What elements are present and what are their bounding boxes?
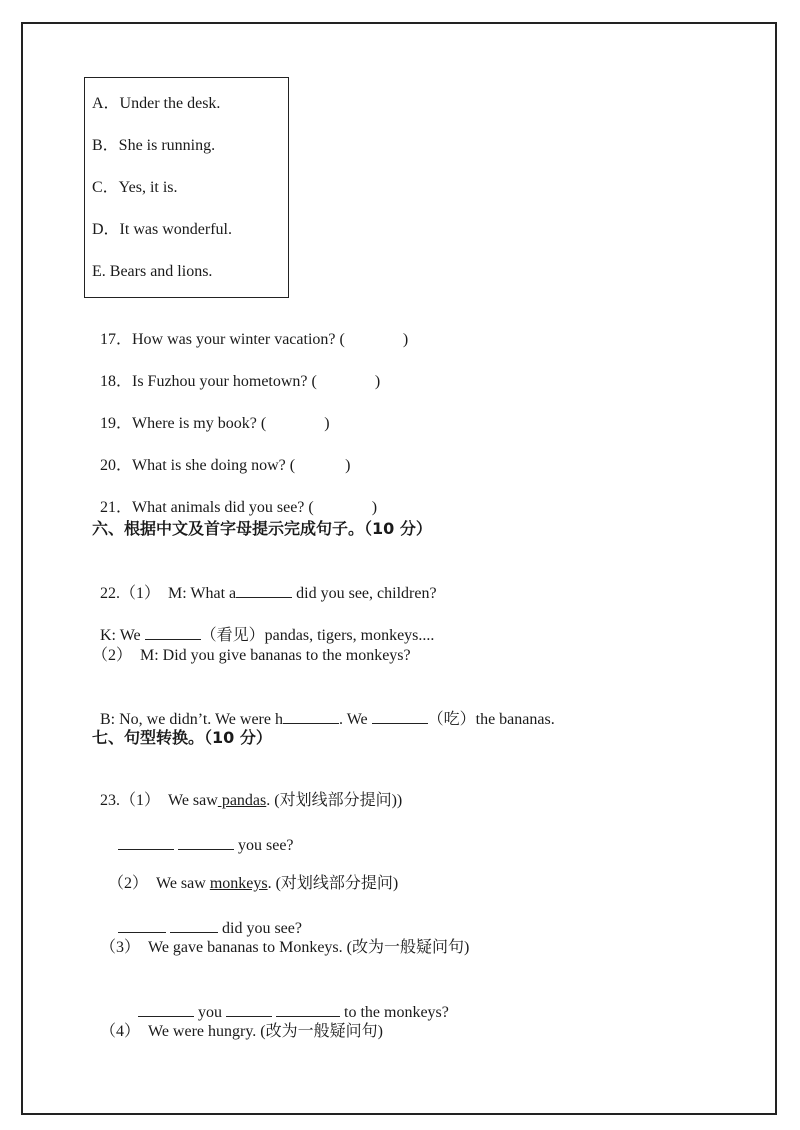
option-a: A．Under the desk.	[92, 95, 221, 112]
q23-1-suffix: . (对划线部分提问))	[266, 792, 403, 809]
question-close: )	[402, 331, 409, 348]
a1-suffix: you see?	[234, 837, 294, 854]
question-23-3: （3） We gave bananas to Monkeys. (改为一般疑问句)	[100, 939, 470, 956]
question-text: 21．What animals did you see? (	[100, 499, 314, 516]
k-prefix: K: We	[100, 627, 145, 644]
option-d: D．It was wonderful.	[92, 221, 232, 238]
a3-suffix: to the monkeys?	[340, 1004, 449, 1021]
question-22-2-answer	[92, 688, 555, 730]
b-mid: . We	[338, 711, 372, 728]
blank-field[interactable]	[118, 834, 174, 850]
question-close: )	[324, 415, 330, 432]
blank-field[interactable]	[283, 708, 339, 724]
answer-23-3	[130, 981, 449, 1023]
blank-field[interactable]	[170, 917, 218, 933]
q23-2-suffix: . (对划线部分提问)	[267, 875, 399, 892]
question-22-2: （2） M: Did you give bananas to the monkeys?	[92, 647, 411, 664]
question-23-2	[100, 854, 398, 894]
section-6-heading: 六、根据中文及首字母提示完成句子。（10 分）	[92, 519, 432, 538]
q23-2-prefix: （2） We saw	[108, 875, 210, 892]
blank-field[interactable]	[276, 1001, 340, 1017]
question-21	[92, 478, 377, 518]
section-7-heading: 七、句型转换。（10 分）	[92, 728, 272, 747]
blank-field[interactable]	[236, 582, 292, 598]
question-23-1	[92, 771, 402, 811]
option-c: C．Yes, it is.	[92, 179, 178, 196]
blank-field[interactable]	[178, 834, 234, 850]
question-23-4: （4） We were hungry. (改为一般疑问句)	[100, 1023, 383, 1040]
option-b: B．She is running.	[92, 137, 216, 154]
question-19	[92, 394, 330, 434]
q23-1-prefix: 23.（1） We saw	[100, 792, 218, 809]
blank-field[interactable]	[138, 1001, 194, 1017]
question-20	[92, 436, 350, 476]
q22-1-suffix: did you see, children?	[292, 585, 437, 602]
answer-23-2	[110, 897, 302, 939]
b-suffix: （吃）the bananas.	[427, 711, 555, 728]
question-text: 20．What is she doing now? (	[100, 457, 296, 474]
underlined-word: pandas	[217, 792, 267, 809]
blank-field[interactable]	[145, 624, 201, 640]
blank-field[interactable]	[226, 1001, 272, 1017]
question-close: )	[374, 373, 381, 390]
blank-field[interactable]	[372, 708, 428, 724]
a3-mid: you	[194, 1004, 226, 1021]
option-e: E. Bears and lions.	[92, 263, 213, 280]
question-text: 18．Is Fuzhou your hometown? (	[100, 373, 317, 390]
q22-1-prefix: 22.（1） M: What a	[100, 585, 237, 602]
k-suffix: （看见）pandas, tigers, monkeys....	[200, 627, 435, 644]
question-text: 19．Where is my book? (	[100, 415, 267, 432]
b-prefix: B: No, we didn’t. We were h	[100, 711, 283, 728]
question-22-1	[92, 562, 437, 604]
underlined-word: monkeys	[209, 875, 268, 892]
question-text: 17．How was your winter vacation? (	[100, 331, 345, 348]
a2-suffix: did you see?	[218, 920, 302, 937]
question-18	[92, 352, 380, 392]
question-17	[92, 310, 408, 350]
blank-field[interactable]	[118, 917, 166, 933]
answer-23-1	[110, 814, 294, 856]
question-close: )	[371, 499, 378, 516]
question-close: )	[345, 457, 351, 474]
question-22-1-answer	[92, 604, 434, 646]
